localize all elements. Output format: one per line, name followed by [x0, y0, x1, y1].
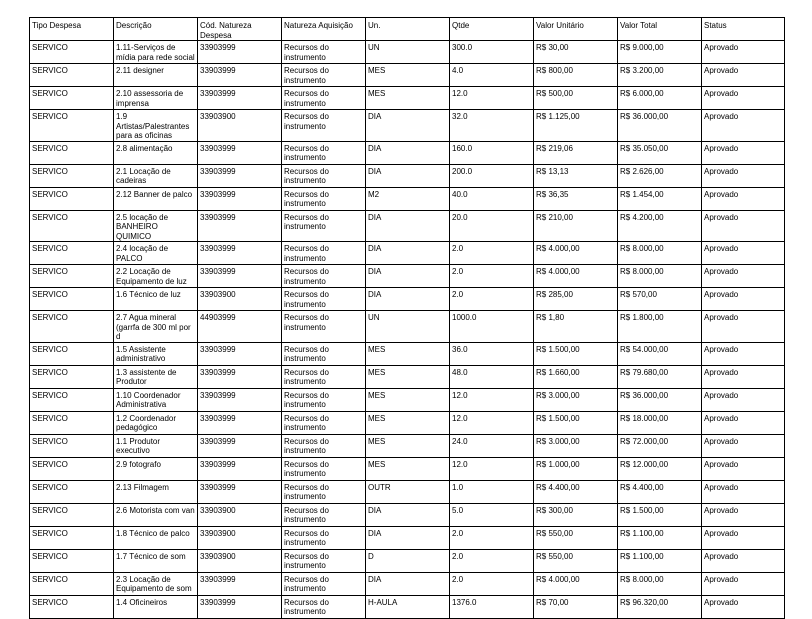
cell-valor-unitario: R$ 4.400,00	[534, 480, 618, 503]
table-row	[30, 41, 785, 64]
cell-status: Aprovado	[702, 480, 785, 503]
cell-status: Aprovado	[702, 164, 785, 187]
cell-valor-unitario: R$ 210,00	[534, 210, 618, 242]
cell-descricao: 2.8 alimentação	[114, 141, 198, 164]
cell-valor-unitario: R$ 1.500,00	[534, 342, 618, 365]
cell-quantidade: 2.0	[450, 572, 534, 595]
cell-natureza-aquisicao: Recursos do instrumento	[282, 187, 366, 210]
cell-cod-natureza: 33903999	[198, 87, 282, 110]
table-row	[30, 342, 785, 365]
cell-status: Aprovado	[702, 110, 785, 142]
cell-valor-unitario: R$ 3.000,00	[534, 434, 618, 457]
cell-descricao: 2.11 designer	[114, 64, 198, 87]
cell-descricao: 1.10 Coordenador Administrativa	[114, 388, 198, 411]
cell-cod-natureza: 33903900	[198, 526, 282, 549]
cell-cod-natureza: 33903999	[198, 480, 282, 503]
cell-tipo-despesa: SERVICO	[30, 210, 114, 242]
cell-quantidade: 2.0	[450, 526, 534, 549]
cell-quantidade: 36.0	[450, 342, 534, 365]
cell-valor-unitario: R$ 800,00	[534, 64, 618, 87]
cell-tipo-despesa: SERVICO	[30, 457, 114, 480]
cell-status: Aprovado	[702, 388, 785, 411]
cell-cod-natureza: 33903999	[198, 365, 282, 388]
cell-unidade: MES	[366, 457, 450, 480]
cell-unidade: MES	[366, 434, 450, 457]
cell-valor-total: R$ 12.000,00	[618, 457, 702, 480]
cell-natureza-aquisicao: Recursos do instrumento	[282, 572, 366, 595]
cell-valor-unitario: R$ 4.000,00	[534, 265, 618, 288]
cell-valor-total: R$ 9.000,00	[618, 41, 702, 64]
cell-natureza-aquisicao: Recursos do instrumento	[282, 311, 366, 343]
cell-status: Aprovado	[702, 187, 785, 210]
cell-quantidade: 12.0	[450, 457, 534, 480]
table-header-row	[30, 18, 785, 41]
cell-status: Aprovado	[702, 503, 785, 526]
cell-quantidade: 300.0	[450, 41, 534, 64]
cell-tipo-despesa: SERVICO	[30, 572, 114, 595]
cell-natureza-aquisicao: Recursos do instrumento	[282, 242, 366, 265]
cell-natureza-aquisicao: Recursos do instrumento	[282, 141, 366, 164]
cell-tipo-despesa: SERVICO	[30, 480, 114, 503]
cell-quantidade: 5.0	[450, 503, 534, 526]
table-row	[30, 595, 785, 618]
cell-valor-total: R$ 570,00	[618, 288, 702, 311]
cell-unidade: DIA	[366, 503, 450, 526]
cell-quantidade: 1000.0	[450, 311, 534, 343]
cell-descricao: 2.2 Locação de Equipamento de luz	[114, 265, 198, 288]
table-row	[30, 187, 785, 210]
cell-unidade: OUTR	[366, 480, 450, 503]
cell-tipo-despesa: SERVICO	[30, 434, 114, 457]
cell-natureza-aquisicao: Recursos do instrumento	[282, 526, 366, 549]
table-body	[30, 41, 785, 619]
cell-natureza-aquisicao: Recursos do instrumento	[282, 265, 366, 288]
cell-natureza-aquisicao: Recursos do instrumento	[282, 110, 366, 142]
cell-quantidade: 20.0	[450, 210, 534, 242]
cell-natureza-aquisicao: Recursos do instrumento	[282, 365, 366, 388]
cell-valor-total: R$ 8.000,00	[618, 242, 702, 265]
cell-quantidade: 2.0	[450, 265, 534, 288]
cell-tipo-despesa: SERVICO	[30, 311, 114, 343]
cell-quantidade: 1376.0	[450, 595, 534, 618]
cell-status: Aprovado	[702, 457, 785, 480]
cell-cod-natureza: 33903900	[198, 110, 282, 142]
table-row	[30, 87, 785, 110]
cell-descricao: 1.1 Produtor executivo	[114, 434, 198, 457]
cell-valor-total: R$ 1.454,00	[618, 187, 702, 210]
cell-status: Aprovado	[702, 242, 785, 265]
cell-tipo-despesa: SERVICO	[30, 342, 114, 365]
cell-descricao: 2.6 Motorista com van	[114, 503, 198, 526]
table-row	[30, 64, 785, 87]
table-row	[30, 526, 785, 549]
cell-cod-natureza: 33903999	[198, 342, 282, 365]
cell-valor-unitario: R$ 70,00	[534, 595, 618, 618]
cell-status: Aprovado	[702, 434, 785, 457]
cell-tipo-despesa: SERVICO	[30, 595, 114, 618]
cell-natureza-aquisicao: Recursos do instrumento	[282, 480, 366, 503]
cell-valor-unitario: R$ 3.000,00	[534, 388, 618, 411]
cell-quantidade: 40.0	[450, 187, 534, 210]
cell-unidade: DIA	[366, 265, 450, 288]
cell-natureza-aquisicao: Recursos do instrumento	[282, 549, 366, 572]
table-row	[30, 388, 785, 411]
cell-tipo-despesa: SERVICO	[30, 141, 114, 164]
header-cod-natureza-despesa: Cód. Natureza Despesa	[198, 18, 282, 41]
cell-unidade: DIA	[366, 110, 450, 142]
cell-descricao: 1.4 Oficineiros	[114, 595, 198, 618]
cell-unidade: DIA	[366, 164, 450, 187]
cell-natureza-aquisicao: Recursos do instrumento	[282, 164, 366, 187]
cell-valor-unitario: R$ 4.000,00	[534, 572, 618, 595]
cell-valor-total: R$ 96.320,00	[618, 595, 702, 618]
table-row	[30, 311, 785, 343]
cell-cod-natureza: 33903999	[198, 595, 282, 618]
cell-quantidade: 12.0	[450, 411, 534, 434]
cell-cod-natureza: 33903999	[198, 434, 282, 457]
cell-quantidade: 2.0	[450, 242, 534, 265]
cell-valor-total: R$ 4.200,00	[618, 210, 702, 242]
cell-cod-natureza: 33903999	[198, 265, 282, 288]
cell-cod-natureza: 33903999	[198, 411, 282, 434]
cell-valor-unitario: R$ 30,00	[534, 41, 618, 64]
cell-descricao: 2.9 fotografo	[114, 457, 198, 480]
cell-tipo-despesa: SERVICO	[30, 503, 114, 526]
cell-unidade: D	[366, 549, 450, 572]
cell-descricao: 1.8 Técnico de palco	[114, 526, 198, 549]
cell-valor-total: R$ 3.200,00	[618, 64, 702, 87]
header-natureza-aquisicao: Natureza Aquisição	[282, 18, 366, 41]
header-descricao: Descrição	[114, 18, 198, 41]
cell-valor-total: R$ 1.800,00	[618, 311, 702, 343]
cell-natureza-aquisicao: Recursos do instrumento	[282, 210, 366, 242]
cell-descricao: 1.2 Coordenador pedagógico	[114, 411, 198, 434]
cell-tipo-despesa: SERVICO	[30, 110, 114, 142]
table-row	[30, 288, 785, 311]
cell-natureza-aquisicao: Recursos do instrumento	[282, 595, 366, 618]
cell-descricao: 2.13 Filmagem	[114, 480, 198, 503]
cell-valor-total: R$ 1.500,00	[618, 503, 702, 526]
cell-cod-natureza: 33903999	[198, 572, 282, 595]
cell-quantidade: 2.0	[450, 549, 534, 572]
cell-valor-unitario: R$ 285,00	[534, 288, 618, 311]
cell-status: Aprovado	[702, 365, 785, 388]
cell-unidade: MES	[366, 365, 450, 388]
cell-tipo-despesa: SERVICO	[30, 265, 114, 288]
cell-status: Aprovado	[702, 265, 785, 288]
table-row	[30, 549, 785, 572]
header-status: Status	[702, 18, 785, 41]
cell-natureza-aquisicao: Recursos do instrumento	[282, 41, 366, 64]
cell-cod-natureza: 33903900	[198, 549, 282, 572]
cell-unidade: MES	[366, 388, 450, 411]
cell-status: Aprovado	[702, 342, 785, 365]
cell-unidade: MES	[366, 64, 450, 87]
cell-status: Aprovado	[702, 411, 785, 434]
cell-cod-natureza: 33903999	[198, 388, 282, 411]
cell-unidade: DIA	[366, 141, 450, 164]
table-row	[30, 365, 785, 388]
cell-valor-total: R$ 1.100,00	[618, 549, 702, 572]
expense-table	[29, 17, 785, 619]
cell-valor-unitario: R$ 4.000,00	[534, 242, 618, 265]
cell-descricao: 2.7 Agua mineral (garrfa de 300 ml por d	[114, 311, 198, 343]
table-row	[30, 572, 785, 595]
cell-valor-total: R$ 36.000,00	[618, 110, 702, 142]
cell-valor-unitario: R$ 550,00	[534, 526, 618, 549]
cell-status: Aprovado	[702, 526, 785, 549]
cell-unidade: DIA	[366, 526, 450, 549]
cell-valor-unitario: R$ 1.125,00	[534, 110, 618, 142]
cell-descricao: 2.10 assessoria de imprensa	[114, 87, 198, 110]
cell-quantidade: 200.0	[450, 164, 534, 187]
cell-valor-unitario: R$ 219,06	[534, 141, 618, 164]
header-valor-unitario: Valor Unitário	[534, 18, 618, 41]
cell-unidade: M2	[366, 187, 450, 210]
cell-unidade: DIA	[366, 210, 450, 242]
cell-tipo-despesa: SERVICO	[30, 64, 114, 87]
cell-descricao: 1.3 assistente de Produtor	[114, 365, 198, 388]
cell-tipo-despesa: SERVICO	[30, 288, 114, 311]
cell-valor-unitario: R$ 1.000,00	[534, 457, 618, 480]
table-row	[30, 265, 785, 288]
cell-cod-natureza: 33903900	[198, 503, 282, 526]
cell-tipo-despesa: SERVICO	[30, 365, 114, 388]
report-page	[29, 17, 785, 619]
table-row	[30, 480, 785, 503]
cell-status: Aprovado	[702, 572, 785, 595]
cell-quantidade: 48.0	[450, 365, 534, 388]
cell-cod-natureza: 33903999	[198, 164, 282, 187]
cell-tipo-despesa: SERVICO	[30, 526, 114, 549]
cell-cod-natureza: 33903999	[198, 41, 282, 64]
table-row	[30, 503, 785, 526]
cell-valor-total: R$ 6.000,00	[618, 87, 702, 110]
table-row	[30, 164, 785, 187]
cell-quantidade: 1.0	[450, 480, 534, 503]
cell-unidade: H-AULA	[366, 595, 450, 618]
cell-cod-natureza: 33903999	[198, 242, 282, 265]
cell-valor-total: R$ 1.100,00	[618, 526, 702, 549]
cell-natureza-aquisicao: Recursos do instrumento	[282, 64, 366, 87]
cell-descricao: 1.6 Técnico de luz	[114, 288, 198, 311]
cell-tipo-despesa: SERVICO	[30, 549, 114, 572]
cell-status: Aprovado	[702, 288, 785, 311]
cell-unidade: MES	[366, 342, 450, 365]
cell-tipo-despesa: SERVICO	[30, 164, 114, 187]
cell-tipo-despesa: SERVICO	[30, 388, 114, 411]
cell-descricao: 1.9 Artistas/Palestrantes para as oficinas	[114, 110, 198, 142]
cell-natureza-aquisicao: Recursos do instrumento	[282, 87, 366, 110]
table-row	[30, 210, 785, 242]
cell-quantidade: 12.0	[450, 388, 534, 411]
cell-cod-natureza: 33903999	[198, 64, 282, 87]
table-row	[30, 141, 785, 164]
cell-quantidade: 32.0	[450, 110, 534, 142]
cell-status: Aprovado	[702, 141, 785, 164]
cell-unidade: UN	[366, 41, 450, 64]
cell-status: Aprovado	[702, 210, 785, 242]
cell-cod-natureza: 44903999	[198, 311, 282, 343]
cell-quantidade: 2.0	[450, 288, 534, 311]
cell-cod-natureza: 33903999	[198, 141, 282, 164]
cell-descricao: 2.5 locação de BANHEIRO QUIMICO	[114, 210, 198, 242]
cell-valor-total: R$ 2.626,00	[618, 164, 702, 187]
cell-tipo-despesa: SERVICO	[30, 242, 114, 265]
cell-valor-unitario: R$ 550,00	[534, 549, 618, 572]
cell-unidade: DIA	[366, 572, 450, 595]
cell-unidade: MES	[366, 87, 450, 110]
cell-quantidade: 4.0	[450, 64, 534, 87]
cell-valor-unitario: R$ 300,00	[534, 503, 618, 526]
cell-valor-unitario: R$ 1,80	[534, 311, 618, 343]
cell-cod-natureza: 33903999	[198, 187, 282, 210]
cell-quantidade: 12.0	[450, 87, 534, 110]
cell-valor-total: R$ 8.000,00	[618, 572, 702, 595]
cell-valor-total: R$ 54.000,00	[618, 342, 702, 365]
cell-tipo-despesa: SERVICO	[30, 187, 114, 210]
cell-status: Aprovado	[702, 87, 785, 110]
cell-unidade: DIA	[366, 242, 450, 265]
cell-tipo-despesa: SERVICO	[30, 41, 114, 64]
cell-valor-total: R$ 8.000,00	[618, 265, 702, 288]
cell-status: Aprovado	[702, 41, 785, 64]
cell-natureza-aquisicao: Recursos do instrumento	[282, 288, 366, 311]
table-row	[30, 242, 785, 265]
cell-valor-total: R$ 35.050,00	[618, 141, 702, 164]
cell-status: Aprovado	[702, 64, 785, 87]
cell-valor-unitario: R$ 13,13	[534, 164, 618, 187]
cell-quantidade: 24.0	[450, 434, 534, 457]
cell-descricao: 1.11-Serviços de mídia para rede social	[114, 41, 198, 64]
cell-descricao: 2.12 Banner de palco	[114, 187, 198, 210]
table-row	[30, 434, 785, 457]
cell-status: Aprovado	[702, 311, 785, 343]
cell-quantidade: 160.0	[450, 141, 534, 164]
cell-descricao: 2.3 Locação de Equipamento de som	[114, 572, 198, 595]
cell-cod-natureza: 33903999	[198, 210, 282, 242]
cell-natureza-aquisicao: Recursos do instrumento	[282, 388, 366, 411]
header-unidade: Un.	[366, 18, 450, 41]
cell-tipo-despesa: SERVICO	[30, 87, 114, 110]
cell-valor-unitario: R$ 500,00	[534, 87, 618, 110]
cell-descricao: 2.1 Locação de cadeiras	[114, 164, 198, 187]
cell-valor-total: R$ 18.000,00	[618, 411, 702, 434]
table-row	[30, 457, 785, 480]
cell-tipo-despesa: SERVICO	[30, 411, 114, 434]
cell-unidade: UN	[366, 311, 450, 343]
cell-valor-total: R$ 79.680,00	[618, 365, 702, 388]
header-quantidade: Qtde	[450, 18, 534, 41]
cell-valor-total: R$ 72.000,00	[618, 434, 702, 457]
cell-status: Aprovado	[702, 549, 785, 572]
cell-natureza-aquisicao: Recursos do instrumento	[282, 503, 366, 526]
header-tipo-despesa: Tipo Despesa	[30, 18, 114, 41]
cell-descricao: 1.5 Assistente administrativo	[114, 342, 198, 365]
cell-valor-unitario: R$ 1.660,00	[534, 365, 618, 388]
cell-valor-unitario: R$ 1.500,00	[534, 411, 618, 434]
cell-cod-natureza: 33903900	[198, 288, 282, 311]
table-row	[30, 411, 785, 434]
cell-valor-unitario: R$ 36,35	[534, 187, 618, 210]
cell-valor-total: R$ 4.400,00	[618, 480, 702, 503]
cell-unidade: DIA	[366, 288, 450, 311]
cell-natureza-aquisicao: Recursos do instrumento	[282, 342, 366, 365]
table-row	[30, 110, 785, 142]
cell-valor-total: R$ 36.000,00	[618, 388, 702, 411]
cell-descricao: 1.7 Técnico de som	[114, 549, 198, 572]
cell-descricao: 2.4 locação de PALCO	[114, 242, 198, 265]
header-valor-total: Valor Total	[618, 18, 702, 41]
cell-status: Aprovado	[702, 595, 785, 618]
cell-natureza-aquisicao: Recursos do instrumento	[282, 434, 366, 457]
cell-unidade: MES	[366, 411, 450, 434]
cell-cod-natureza: 33903999	[198, 457, 282, 480]
cell-natureza-aquisicao: Recursos do instrumento	[282, 457, 366, 480]
cell-natureza-aquisicao: Recursos do instrumento	[282, 411, 366, 434]
